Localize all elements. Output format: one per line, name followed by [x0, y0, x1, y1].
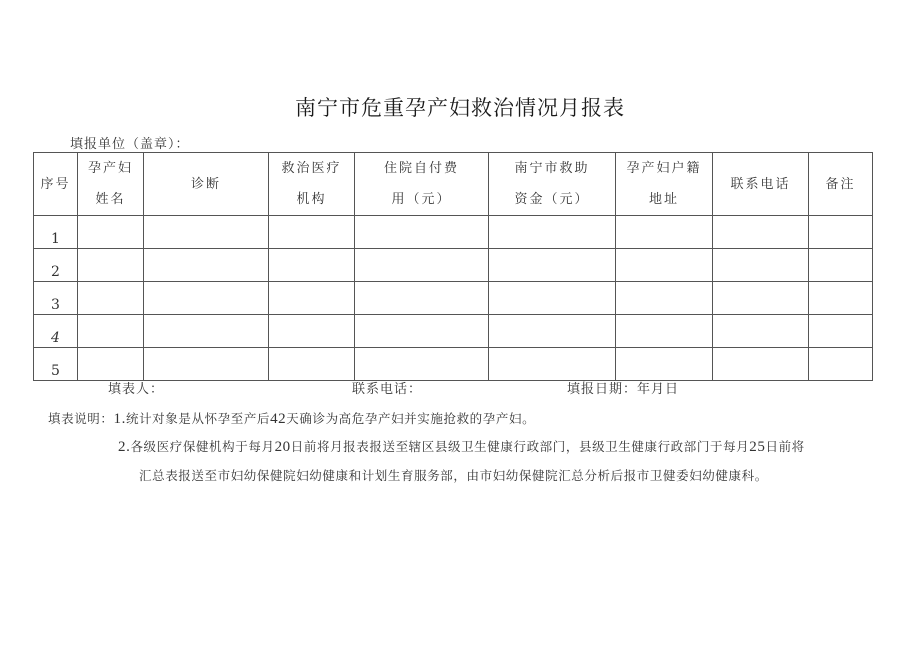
cell-address	[616, 348, 713, 381]
table-header-row	[34, 153, 873, 216]
cell-institution	[269, 282, 355, 315]
header-self-pay: 住院自付费用（元）	[355, 153, 489, 216]
header-diagnosis: 诊断	[144, 153, 269, 216]
note-1-number: 1.	[113, 411, 126, 427]
cell-address	[616, 216, 713, 249]
page-title: 南宁市危重孕产妇救治情况月报表	[295, 96, 625, 120]
cell-name	[78, 348, 144, 381]
header-relief-fund: 南宁市救助资金（元）	[489, 153, 616, 216]
cell-institution	[269, 348, 355, 381]
row-seq: 4	[34, 315, 78, 348]
cell-diagnosis	[144, 216, 269, 249]
cell-relief-fund	[489, 315, 616, 348]
cell-address	[616, 282, 713, 315]
cell-relief-fund	[489, 216, 616, 249]
cell-self-pay	[355, 282, 489, 315]
cell-phone	[713, 348, 809, 381]
cell-remarks	[809, 348, 873, 381]
note-1-days: 42	[270, 411, 287, 427]
cell-diagnosis	[144, 282, 269, 315]
cell-address	[616, 315, 713, 348]
fill-date-label: 填报日期：年月日	[567, 382, 680, 397]
note-2-text-a: 各级医疗保健机构于每月	[130, 439, 275, 454]
cell-remarks	[809, 249, 873, 282]
row-seq: 2	[34, 249, 78, 282]
cell-name	[78, 315, 144, 348]
cell-remarks	[809, 216, 873, 249]
note-1-text-b: 天确诊为高危孕产妇并实施抢救的孕产妇。	[286, 411, 536, 426]
note-2-day2: 25	[749, 439, 766, 455]
cell-phone	[713, 216, 809, 249]
row-seq: 1	[34, 216, 78, 249]
note-item-1	[48, 409, 535, 428]
cell-relief-fund	[489, 282, 616, 315]
header-phone: 联系电话	[713, 153, 809, 216]
cell-self-pay	[355, 315, 489, 348]
note-item-2	[118, 437, 805, 456]
cell-name	[78, 216, 144, 249]
note-2-text-c: 日前将	[765, 439, 805, 454]
header-institution: 救治医疗机构	[269, 153, 355, 216]
cell-phone	[713, 315, 809, 348]
cell-diagnosis	[144, 249, 269, 282]
filler-label: 填表人：	[108, 382, 165, 397]
cell-name	[78, 282, 144, 315]
note-1-text-a: 统计对象是从怀孕至产后	[125, 411, 271, 426]
cell-institution	[269, 216, 355, 249]
filing-unit-label: 填报单位（盖章）：	[70, 137, 190, 152]
cell-remarks	[809, 282, 873, 315]
table-row	[34, 348, 873, 381]
cell-address	[616, 249, 713, 282]
cell-self-pay	[355, 348, 489, 381]
header-remarks: 备注	[809, 153, 873, 216]
table-row	[34, 216, 873, 249]
cell-remarks	[809, 315, 873, 348]
cell-phone	[713, 282, 809, 315]
cell-relief-fund	[489, 348, 616, 381]
table-row	[34, 282, 873, 315]
note-2-text-b: 日前将月报表报送至辖区县级卫生健康行政部门，县级卫生健康行政部门于每月	[290, 439, 750, 454]
cell-diagnosis	[144, 348, 269, 381]
contact-phone-label: 联系电话：	[352, 382, 423, 397]
cell-institution	[269, 249, 355, 282]
cell-institution	[269, 315, 355, 348]
cell-name	[78, 249, 144, 282]
note-2-number: 2.	[118, 439, 131, 455]
table-row	[34, 315, 873, 348]
report-table	[33, 152, 873, 381]
cell-self-pay	[355, 249, 489, 282]
note-item-2-continuation: 汇总表报送至市妇幼保健院妇幼健康和计划生育服务部，由市妇幼保健院汇总分析后报市卫健委妇幼健康科。	[139, 468, 768, 483]
header-address: 孕产妇户籍地址	[616, 153, 713, 216]
cell-phone	[713, 249, 809, 282]
row-seq: 3	[34, 282, 78, 315]
cell-relief-fund	[489, 249, 616, 282]
note-2-day1: 20	[274, 439, 291, 455]
table-row	[34, 249, 873, 282]
header-seq: 序号	[34, 153, 78, 216]
cell-self-pay	[355, 216, 489, 249]
cell-diagnosis	[144, 315, 269, 348]
row-seq: 5	[34, 348, 78, 381]
header-name: 孕产妇姓名	[78, 153, 144, 216]
notes-label: 填表说明：	[48, 411, 114, 426]
